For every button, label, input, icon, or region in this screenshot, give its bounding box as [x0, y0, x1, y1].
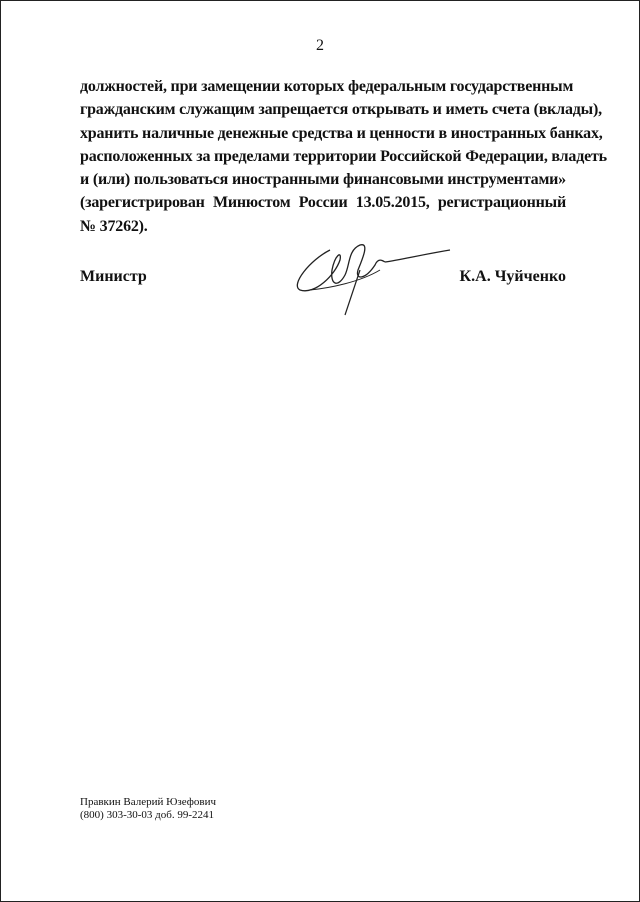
body-line: хранить наличные денежные средства и ценности в иностранных банках, — [80, 124, 603, 142]
body-line: (зарегистрирован Минюстом России 13.05.2015, регистрационный — [80, 194, 566, 212]
body-line: и (или) пользоваться иностранными финансовыми инструментами» — [80, 171, 566, 189]
body-line: гражданским служащим запрещается открывать и иметь счета (вклады), — [80, 101, 602, 119]
executor-info — [80, 796, 216, 822]
executor-phone: (800) 303-30-03 доб. 99-2241 — [80, 809, 215, 821]
page-number: 2 — [316, 37, 324, 54]
body-line: расположенных за пределами территории Российской Федерации, владеть — [80, 147, 607, 165]
body-text — [80, 75, 607, 238]
executor-name: Правкин Валерий Юзефович — [80, 796, 217, 808]
handwritten-signature — [290, 230, 460, 320]
body-line: должностей, при замещении которых федеральным государственным — [80, 78, 574, 95]
signatory-title: Министр — [80, 268, 147, 285]
body-line: № 37262). — [80, 217, 148, 235]
signatory-name: К.А. Чуйченко — [459, 268, 566, 285]
